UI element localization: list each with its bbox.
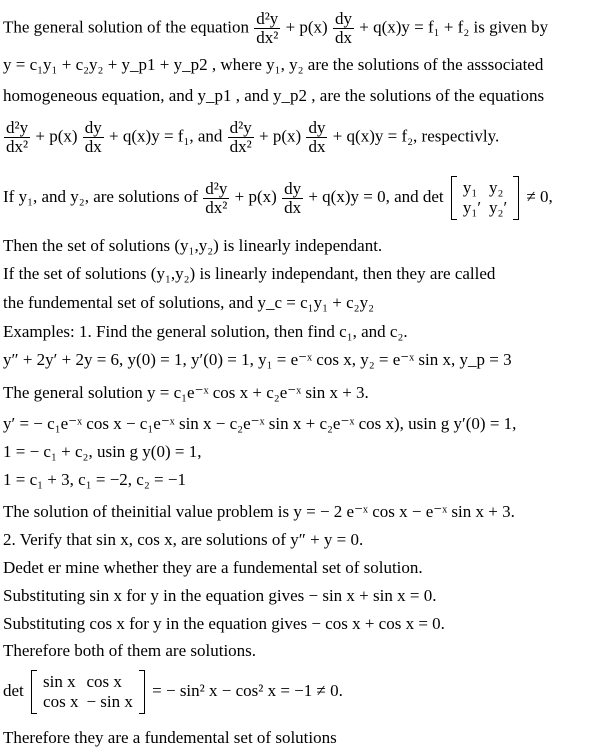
line-8: the fundemental set of solutions, and y_c = c₁y₁ + c₂y₂ (3, 293, 374, 312)
fraction-d2y-dx2 (228, 119, 254, 156)
line-18: Substituting sin x for y in the equation gives − sin x + sin x = 0. (3, 586, 437, 605)
line-7: If the set of solutions (y₁,y₂) is linearly independant, then they are called (3, 264, 496, 283)
line-4-text-b: + q(x)y = f₁, and (109, 126, 223, 146)
matrix-entry: y₂′ (489, 198, 508, 217)
matrix-entry: − sin x (86, 692, 133, 711)
wronskian-matrix (451, 176, 519, 220)
fraction-dy-dx (306, 119, 327, 156)
det-label: det (3, 680, 24, 700)
matrix-entry: y₁′ (462, 198, 482, 217)
fraction-denominator: dx (84, 137, 102, 156)
line-19: Substituting cos x for y in the equation gives − cos x + cos x = 0. (3, 614, 445, 633)
line-3: homogeneous equation, and y_p1 , and y_p2 , are the solutions of the equations (3, 86, 545, 105)
line-5-text-a: If y₁, and y₂, are solutions of (3, 186, 199, 206)
fraction-dy-dx (282, 180, 303, 217)
line-4-text-a: + p(x) (35, 126, 78, 146)
fraction-dy-dx (333, 10, 354, 47)
fraction-d2y-dx2 (4, 119, 30, 156)
line-2: y = c₁y₁ + c₂y₂ + y_p1 + y_p2 , where y₁, y₂ are the solutions of the asssociated (3, 55, 544, 74)
matrix-entry: cos x (86, 672, 122, 691)
fraction-denominator: dx² (256, 28, 279, 47)
matrix-entry: y₂ (489, 178, 504, 197)
line-21-text-b: = − sin² x − cos² x = −1 ≠ 0. (152, 680, 343, 700)
matrix-entry: sin x (43, 672, 76, 691)
line-20: Therefore both of them are solutions. (3, 641, 257, 660)
line-6: Then the set of solutions (y₁,y₂) is linearly independant. (3, 236, 383, 255)
fraction-d2y-dx2 (203, 180, 229, 217)
line-15: The solution of theinitial value problem is y = − 2 e⁻ˣ cos x − e⁻ˣ sin x + 3. (3, 502, 515, 521)
line-4 (3, 119, 499, 156)
line-4-text-d: + q(x)y = f₂, respectivly. (332, 126, 500, 146)
line-13: 1 = − c₁ + c₂, usin g y(0) = 1, (3, 442, 202, 461)
fraction-denominator: dx² (205, 197, 228, 217)
matrix-entry: cos x (43, 692, 79, 711)
line-17: Dedet er mine whether they are a fundemental set of solution. (3, 558, 423, 577)
fraction-numerator: d²y (205, 178, 228, 198)
line-1-text-a: The general solution of the equation (3, 17, 249, 37)
fraction-dy-dx (83, 119, 104, 156)
fraction-numerator: d²y (6, 118, 29, 137)
line-11: The general solution y = c₁e⁻ˣ cos x + c₂e⁻ˣ sin x + 3. (3, 383, 369, 402)
fraction-d2y-dx2 (254, 10, 280, 47)
fraction-denominator: dx (334, 28, 352, 47)
line-5-text-d: ≠ 0, (526, 186, 553, 206)
fraction-numerator: dy (334, 9, 352, 28)
fraction-numerator: d²y (256, 9, 279, 28)
line-5-text-b: + p(x) (234, 186, 277, 206)
fraction-denominator: dx² (229, 137, 252, 156)
matrix-entry: y₁ (462, 178, 478, 197)
line-21 (3, 670, 343, 714)
fraction-denominator: dx² (6, 137, 29, 156)
line-1 (3, 10, 548, 47)
line-10: y″ + 2y′ + 2y = 6, y(0) = 1, y′(0) = 1, y₁ = e⁻ˣ cos x, y₂ = e⁻ˣ sin x, y_p = 3 (3, 350, 512, 369)
fraction-numerator: dy (84, 118, 102, 137)
fraction-numerator: d²y (229, 118, 252, 137)
fraction-numerator: dy (284, 178, 302, 198)
line-14: 1 = c₁ + 3, c₁ = −2, c₂ = −1 (3, 470, 186, 489)
line-1-text-c: + q(x)y = f₁ + f₂ is given by (359, 17, 549, 37)
line-9: Examples: 1. Find the general solution, then find c₁, and c₂. (3, 322, 408, 341)
fraction-denominator: dx (284, 197, 302, 217)
line-5 (3, 176, 553, 220)
fraction-denominator: dx (308, 137, 326, 156)
line-22: Therefore they are a fundemental set of solutions (3, 728, 337, 747)
wronskian-matrix-trig (31, 670, 145, 714)
fraction-numerator: dy (308, 118, 326, 137)
line-16: 2. Verify that sin x, cos x, are solutions of y″ + y = 0. (3, 530, 364, 549)
line-12: y′ = − c₁e⁻ˣ cos x − c₁e⁻ˣ sin x − c₂e⁻ˣ sin x + c₂e⁻ˣ cos x), usin g y′(0) = 1, (3, 414, 517, 433)
line-1-text-b: + p(x) (285, 17, 328, 37)
line-5-text-c: + q(x)y = 0, and det (308, 186, 444, 206)
line-4-text-c: + p(x) (259, 126, 302, 146)
